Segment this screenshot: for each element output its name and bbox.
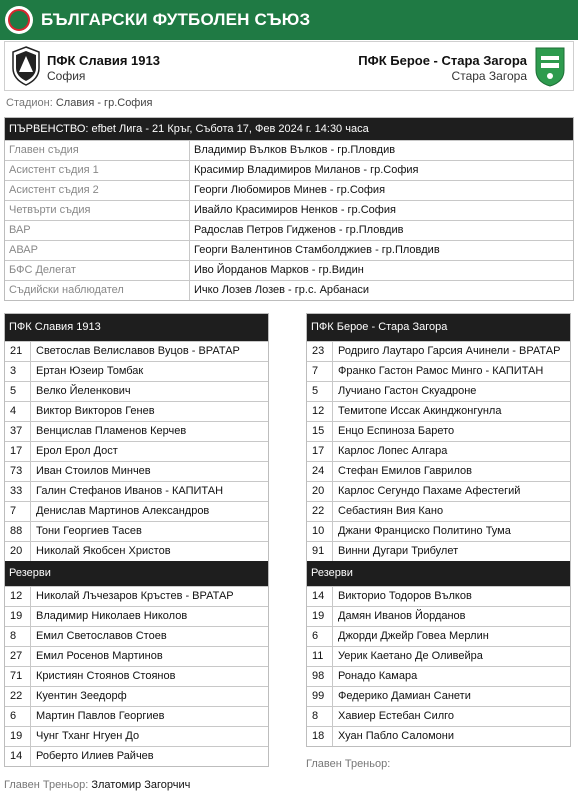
official-row	[5, 180, 573, 200]
official-person: Георги Валентинов Стамболджиев - гр.Пловдив	[194, 244, 440, 256]
player-name[interactable]: Федерико Дамиан Санети	[338, 690, 471, 702]
site-title: БЪЛГАРСКИ ФУТБОЛЕН СЪЮЗ	[41, 10, 311, 29]
player-number: 8	[5, 627, 31, 646]
player-name[interactable]: Дамян Иванов Йорданов	[338, 610, 466, 622]
player-row[interactable]	[307, 341, 570, 361]
player-row[interactable]	[307, 501, 570, 521]
player-row[interactable]	[5, 401, 268, 421]
player-name[interactable]: Стефан Емилов Гаврилов	[338, 465, 472, 477]
player-name[interactable]: Франко Гастон Рамос Минго - КАПИТАН	[338, 365, 544, 377]
player-name[interactable]: Уерик Каетано Де Оливейра	[338, 650, 483, 662]
player-number: 12	[5, 587, 31, 606]
home-coach-label: Главен Треньор:	[4, 779, 89, 791]
player-name[interactable]: Велко Йеленкович	[36, 385, 131, 397]
home-reserves-header: Резерви	[5, 561, 268, 586]
reserve-row[interactable]	[307, 666, 570, 686]
site-header	[0, 0, 578, 40]
player-name[interactable]: Тони Георгиев Тасев	[36, 525, 142, 537]
official-role: АВАР	[5, 241, 190, 260]
player-row[interactable]	[307, 521, 570, 541]
player-name[interactable]: Енцо Еспиноза Барето	[338, 425, 455, 437]
official-row	[5, 260, 573, 280]
official-person: Ивайло Красимиров Ненков - гр.София	[194, 204, 396, 216]
player-row[interactable]	[5, 361, 268, 381]
player-name[interactable]: Хавиер Естебан Силго	[338, 710, 455, 722]
reserve-row[interactable]	[5, 746, 268, 766]
official-person: Ичко Лозев Лозев - гр.с. Арбанаси	[194, 284, 370, 296]
away-coach-label: Главен Треньор:	[306, 758, 391, 770]
player-name[interactable]: Винни Дугари Трибулет	[338, 545, 459, 557]
player-number: 88	[5, 522, 31, 541]
stadium-label: Стадион:	[6, 97, 53, 109]
officials-table	[4, 117, 574, 301]
player-number: 5	[307, 382, 333, 401]
home-team-name[interactable]: ПФК Славия 1913	[47, 53, 160, 68]
player-row[interactable]	[307, 361, 570, 381]
official-role: Асистент съдия 1	[5, 161, 190, 180]
player-name[interactable]: Владимир Николаев Николов	[36, 610, 188, 622]
reserve-row[interactable]	[5, 706, 268, 726]
reserve-row[interactable]	[5, 726, 268, 746]
official-row	[5, 200, 573, 220]
player-row[interactable]	[307, 401, 570, 421]
reserve-row[interactable]	[307, 646, 570, 666]
player-number: 5	[5, 382, 31, 401]
player-number: 7	[5, 502, 31, 521]
player-row[interactable]	[5, 481, 268, 501]
player-row[interactable]	[5, 461, 268, 481]
player-name[interactable]: Викторио Тодоров Вълков	[338, 590, 472, 602]
player-name[interactable]: Емил Росенов Мартинов	[36, 650, 163, 662]
player-number: 18	[307, 727, 333, 746]
player-number: 99	[307, 687, 333, 706]
reserve-row[interactable]	[5, 646, 268, 666]
home-lineup-table	[4, 313, 269, 767]
player-number: 7	[307, 362, 333, 381]
reserve-row[interactable]	[307, 586, 570, 606]
player-number: 24	[307, 462, 333, 481]
player-number: 11	[307, 647, 333, 666]
player-row[interactable]	[307, 421, 570, 441]
player-row[interactable]	[5, 381, 268, 401]
official-person: Красимир Владимиров Миланов - гр.София	[194, 164, 419, 176]
stadium-value: Славия - гр.София	[55, 97, 153, 109]
player-name[interactable]: Лучиано Гастон Скуадроне	[338, 385, 477, 397]
player-number: 91	[307, 542, 333, 561]
player-name[interactable]: Ерол Ерол Дост	[36, 445, 118, 457]
reserve-row[interactable]	[307, 626, 570, 646]
official-role: Съдийски наблюдател	[5, 281, 190, 300]
player-number: 15	[307, 422, 333, 441]
away-team-city: Стара Загора	[451, 69, 527, 83]
player-name[interactable]: Джани Франциско Политино Тума	[338, 525, 511, 537]
official-person: Владимир Вълков Вълков - гр.Пловдив	[194, 144, 396, 156]
player-number: 71	[5, 667, 31, 686]
player-number: 17	[5, 442, 31, 461]
player-name[interactable]: Кристиян Стоянов Стоянов	[36, 670, 176, 682]
player-name[interactable]: Карлос Лопес Алгара	[338, 445, 448, 457]
player-name[interactable]: Себастиян Вия Кано	[338, 505, 444, 517]
player-number: 22	[5, 687, 31, 706]
player-row[interactable]	[5, 441, 268, 461]
player-name[interactable]: Николай Якобсен Христов	[36, 545, 171, 557]
reserve-row[interactable]	[5, 626, 268, 646]
player-number: 8	[307, 707, 333, 726]
home-lineup-title: ПФК Славия 1913	[5, 314, 268, 341]
player-number: 14	[307, 587, 333, 606]
reserve-row[interactable]	[5, 606, 268, 626]
official-role: Асистент съдия 2	[5, 181, 190, 200]
reserve-row[interactable]	[307, 726, 570, 746]
player-name[interactable]: Николай Лъчезаров Кръстев - ВРАТАР	[36, 590, 234, 602]
player-number: 33	[5, 482, 31, 501]
player-number: 22	[307, 502, 333, 521]
player-number: 19	[307, 607, 333, 626]
player-number: 73	[5, 462, 31, 481]
away-coach	[306, 758, 390, 770]
official-person: Иво Йорданов Марков - гр.Видин	[194, 264, 364, 276]
reserve-row[interactable]	[5, 666, 268, 686]
player-number: 14	[5, 747, 31, 766]
player-number: 27	[5, 647, 31, 666]
official-role: ВАР	[5, 221, 190, 240]
player-row[interactable]	[307, 381, 570, 401]
player-number: 6	[307, 627, 333, 646]
player-number: 3	[5, 362, 31, 381]
match-card	[4, 41, 574, 91]
player-number: 20	[307, 482, 333, 501]
player-name[interactable]: Венцислав Пламенов Керчев	[36, 425, 187, 437]
official-row	[5, 140, 573, 160]
player-number: 6	[5, 707, 31, 726]
beroe-crest-icon[interactable]	[533, 44, 567, 88]
official-role: БФС Делегат	[5, 261, 190, 280]
reserve-row[interactable]	[5, 586, 268, 606]
player-row[interactable]	[5, 421, 268, 441]
reserve-row[interactable]	[307, 706, 570, 726]
player-name[interactable]: Родриго Лаутаро Гарсия Ачинели - ВРАТАР	[338, 345, 561, 357]
player-name[interactable]: Виктор Викторов Генев	[36, 405, 155, 417]
player-name[interactable]: Чунг Тханг Нгуен До	[36, 730, 140, 742]
player-number: 17	[307, 442, 333, 461]
player-name[interactable]: Джорди Джейр Говеа Мерлин	[338, 630, 489, 642]
player-number: 23	[307, 342, 333, 361]
player-number: 20	[5, 542, 31, 561]
official-person: Радослав Петров Гидженов - гр.Пловдив	[194, 224, 404, 236]
player-row[interactable]	[5, 521, 268, 541]
player-number: 19	[5, 607, 31, 626]
competition-bar: ПЪРВЕНСТВО: efbet Лига - 21 Кръг, Събота 17, Фев 2024 г. 14:30 часа	[5, 118, 573, 140]
player-number: 19	[5, 727, 31, 746]
home-coach	[4, 779, 190, 791]
official-row	[5, 240, 573, 260]
official-row	[5, 160, 573, 180]
player-row[interactable]	[5, 341, 268, 361]
away-lineup-title: ПФК Берое - Стара Загора	[307, 314, 570, 341]
away-lineup-table	[306, 313, 571, 747]
away-reserves-header: Резерви	[307, 561, 570, 586]
player-name[interactable]: Галин Стефанов Иванов - КАПИТАН	[36, 485, 224, 497]
slavia-crest-icon[interactable]	[11, 46, 41, 86]
player-row[interactable]	[5, 501, 268, 521]
bfu-logo-icon[interactable]	[5, 6, 33, 34]
player-row[interactable]	[307, 461, 570, 481]
player-number: 10	[307, 522, 333, 541]
player-name[interactable]: Куентин Зеедорф	[36, 690, 127, 702]
player-number: 37	[5, 422, 31, 441]
player-row[interactable]	[307, 441, 570, 461]
player-name[interactable]: Роберто Илиев Райчев	[36, 750, 154, 762]
reserve-row[interactable]	[5, 686, 268, 706]
reserve-row[interactable]	[307, 606, 570, 626]
player-name[interactable]: Карлос Сегундо Пахаме Афестегий	[338, 485, 521, 497]
home-team-city: София	[47, 69, 86, 83]
player-number: 4	[5, 402, 31, 421]
official-row	[5, 220, 573, 240]
home-coach-name[interactable]: Златомир Загорчич	[91, 779, 191, 791]
player-name[interactable]: Емил Светославов Стоев	[36, 630, 167, 642]
player-row[interactable]	[5, 541, 268, 561]
player-number: 21	[5, 342, 31, 361]
player-row[interactable]	[307, 541, 570, 561]
player-name[interactable]: Светослав Велиславов Вуцов - ВРАТАР	[36, 345, 240, 357]
player-name[interactable]: Темитопе Иссак Акинджонгунла	[338, 405, 502, 417]
player-name[interactable]: Денислав Мартинов Александров	[36, 505, 210, 517]
official-person: Георги Любомиров Минев - гр.София	[194, 184, 386, 196]
player-number: 98	[307, 667, 333, 686]
official-row	[5, 280, 573, 300]
stadium-info	[6, 97, 152, 109]
player-name[interactable]: Мартин Павлов Георгиев	[36, 710, 165, 722]
player-name[interactable]: Хуан Пабло Саломони	[338, 730, 455, 742]
player-row[interactable]	[307, 481, 570, 501]
player-name[interactable]: Ертан Юзеир Томбак	[36, 365, 144, 377]
away-team-name[interactable]: ПФК Берое - Стара Загора	[358, 53, 527, 68]
player-name[interactable]: Ронадо Камара	[338, 670, 418, 682]
reserve-row[interactable]	[307, 686, 570, 706]
official-role: Четвърти съдия	[5, 201, 190, 220]
official-role: Главен съдия	[5, 141, 190, 160]
player-number: 12	[307, 402, 333, 421]
player-name[interactable]: Иван Стоилов Минчев	[36, 465, 151, 477]
